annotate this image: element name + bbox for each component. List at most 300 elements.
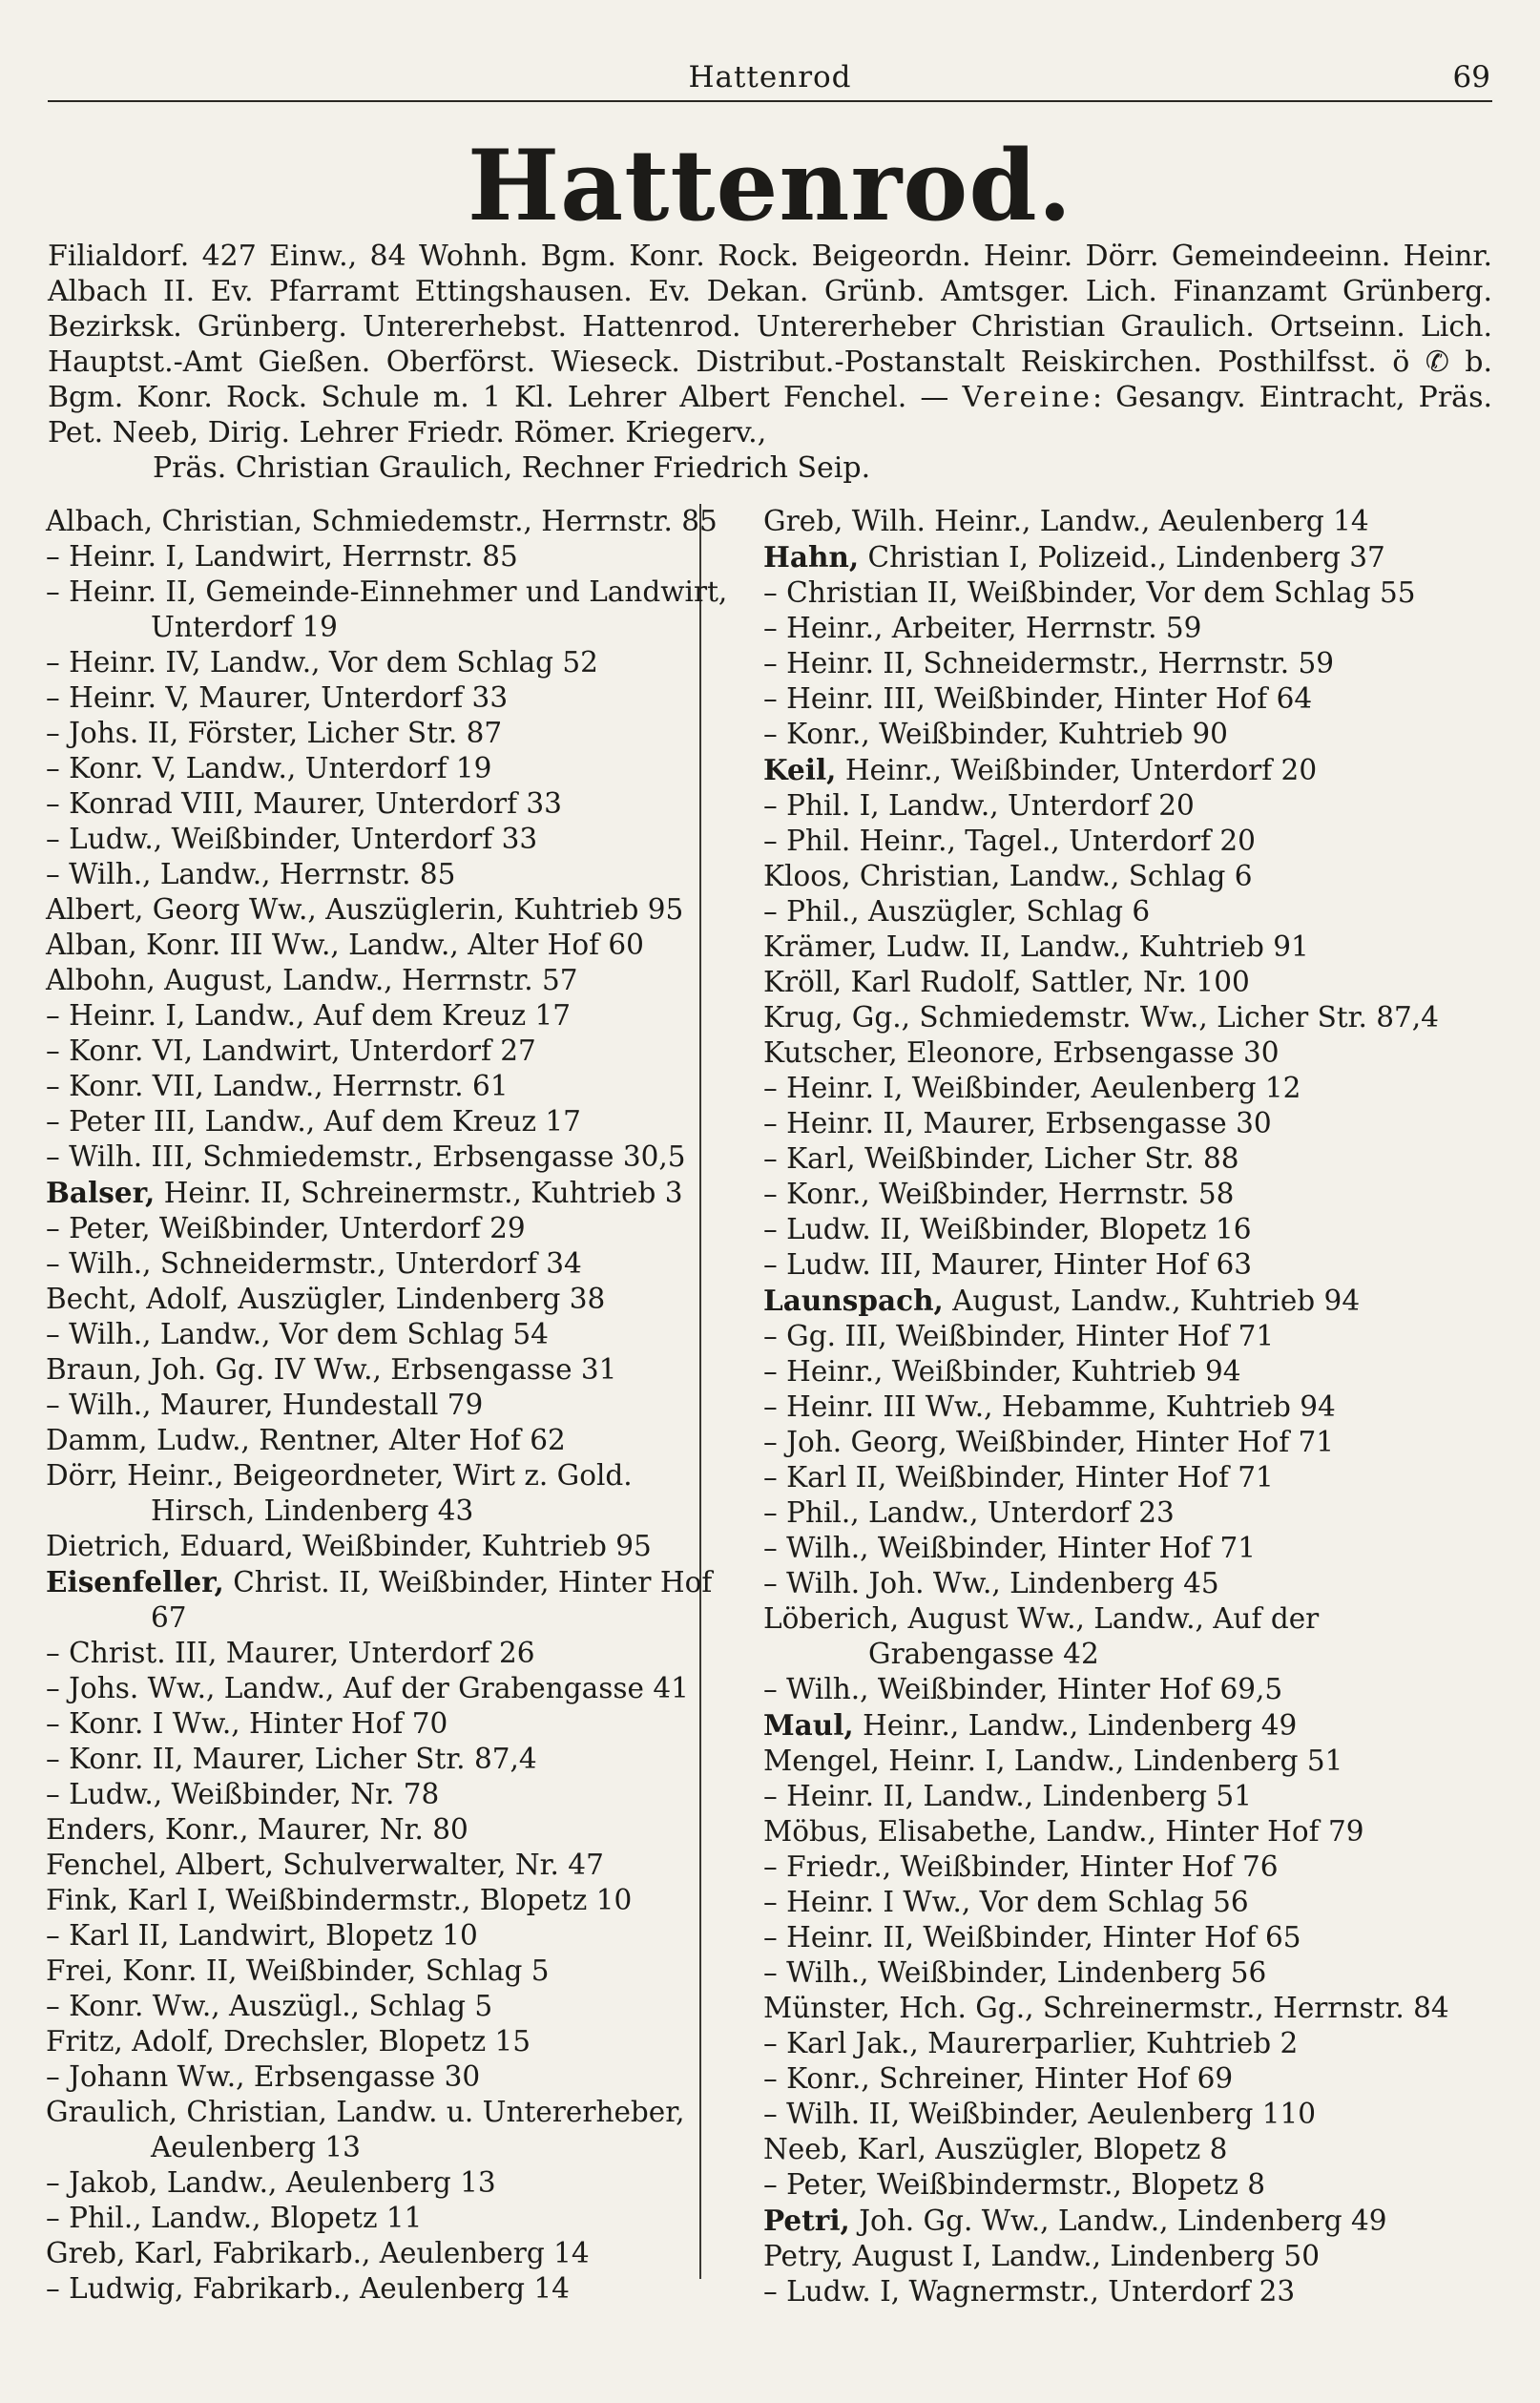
entry-name: –: [763, 2098, 778, 2130]
list-item: [46, 1742, 729, 1777]
list-item: [763, 2132, 1496, 2167]
list-item: [763, 1212, 1496, 1247]
list-item: [763, 1000, 1496, 1035]
entry-details: Wilh., Landw., Vor dem Schlag 54: [59, 1318, 549, 1350]
list-item: [763, 1035, 1496, 1071]
entry-name: Maul,: [763, 1708, 854, 1742]
list-item: [46, 1671, 729, 1706]
entry-details: Konr., Maurer, Nr. 80: [156, 1813, 468, 1846]
list-item: [46, 1529, 729, 1564]
entry-details: Wilh. Joh. Ww., Lindenberg 45: [777, 1567, 1219, 1599]
list-item: [46, 892, 729, 928]
entry-name: –: [763, 1496, 778, 1529]
list-item: [763, 611, 1496, 646]
entry-name: –: [763, 1850, 778, 1883]
entry-details: Wilh. II, Weißbinder, Aeulenberg 110: [777, 2098, 1317, 2130]
entry-name: –: [763, 1426, 778, 1458]
list-item: [763, 1920, 1496, 1955]
list-item: [763, 1247, 1496, 1283]
entry-details: Wilh., Weißbinder, Lindenberg 56: [777, 1956, 1267, 1989]
entry-name: –: [46, 1212, 60, 1244]
intro-vereine-text: : Gesangv. Eintracht, Präs. Pet. Neeb, Dirig. Lehrer Friedr. Römer. Kriegerv.,: [48, 381, 1492, 449]
entry-name: Fenchel,: [46, 1849, 168, 1881]
page-header: [48, 52, 1492, 98]
entry-details: Hch. Gg., Schreinermstr., Herrnstr. 84: [889, 1992, 1449, 2024]
list-item: [46, 2024, 729, 2059]
list-item: [763, 1531, 1496, 1566]
entry-details: Karl, Weißbinder, Licher Str. 88: [777, 1142, 1239, 1175]
entry-name: –: [46, 858, 60, 890]
list-item: [763, 1707, 1496, 1744]
entry-name: –: [46, 1778, 60, 1810]
list-item: [763, 1177, 1496, 1212]
entry-name: Graulich,: [46, 2096, 178, 2128]
entry-name: Fink,: [46, 1884, 119, 1916]
entry-details: Ludw. II, Landw., Kuhtrieb 91: [877, 930, 1309, 963]
entry-name: –: [763, 2062, 778, 2095]
list-item: [46, 928, 729, 963]
list-item: [46, 1104, 729, 1139]
list-item: [763, 1566, 1496, 1601]
entry-name: Albach,: [46, 505, 154, 537]
intro-last-line: Präs. Christian Graulich, Rechner Friedrich Seip.: [153, 451, 871, 485]
entry-details: Heinr. II, Maurer, Erbsengasse 30: [777, 1107, 1272, 1139]
entry-name: –: [46, 575, 60, 608]
list-item: [46, 998, 729, 1034]
entry-name: Balser,: [46, 1176, 156, 1209]
list-item: [763, 965, 1496, 1000]
entry-name: Keil,: [763, 753, 837, 786]
list-item: [763, 1283, 1496, 1319]
entry-details: Heinr., Beigeordneter, Wirt z. Gold. Hirsch, Lindenberg 43: [117, 1459, 633, 1527]
entry-name: Möbus,: [763, 1815, 869, 1848]
entry-details: Wilh. Heinr., Landw., Aeulenberg 14: [843, 505, 1369, 537]
entry-details: Phil. I, Landw., Unterdorf 20: [777, 789, 1195, 822]
entry-name: Eisenfeller,: [46, 1565, 224, 1599]
list-item: [46, 539, 729, 575]
right-column: [763, 504, 1496, 2309]
entry-details: Heinr. I, Weißbinder, Aeulenberg 12: [777, 1072, 1301, 1104]
intro-vereine-label: Vereine: [962, 381, 1093, 414]
list-item: [763, 824, 1496, 859]
entry-name: –: [46, 1919, 60, 1952]
entry-details: Friedr., Weißbinder, Hinter Hof 76: [777, 1850, 1279, 1883]
list-item: [763, 1354, 1496, 1390]
entry-name: Greb,: [763, 505, 843, 537]
list-item: [46, 1246, 729, 1282]
list-item: [763, 2274, 1496, 2309]
list-item: [46, 680, 729, 716]
entry-details: Heinr., Weißbinder, Unterdorf 20: [836, 754, 1318, 786]
entry-name: –: [46, 752, 60, 784]
entry-name: Frei,: [46, 1954, 114, 1987]
list-item: [763, 2097, 1496, 2132]
entry-name: Alban,: [46, 929, 137, 961]
list-item: [763, 1991, 1496, 2026]
entry-name: –: [46, 999, 60, 1032]
list-item: [46, 2059, 729, 2095]
list-item: [46, 1564, 729, 1636]
list-item: [763, 681, 1496, 717]
entry-name: –: [763, 895, 778, 928]
entry-name: –: [46, 1637, 60, 1669]
entry-name: –: [763, 682, 778, 715]
entry-details: Konr., Weißbinder, Herrnstr. 58: [777, 1178, 1235, 1210]
list-item: [46, 1883, 729, 1918]
entry-name: –: [763, 1532, 778, 1564]
list-item: [763, 930, 1496, 965]
entry-details: Christ. II, Weißbinder, Hinter Hof 67: [151, 1566, 713, 1634]
entry-details: Joh. Gg. IV Ww., Erbsengasse 31: [141, 1353, 617, 1386]
entry-details: Konr. VII, Landw., Herrnstr. 61: [59, 1070, 509, 1102]
entry-name: –: [763, 825, 778, 857]
entry-details: Christ. III, Maurer, Unterdorf 26: [59, 1637, 535, 1669]
entry-name: –: [763, 647, 778, 679]
entry-name: –: [763, 612, 778, 644]
entry-name: –: [46, 1247, 60, 1280]
entry-details: Peter III, Landw., Auf dem Kreuz 17: [59, 1105, 581, 1138]
entry-details: Phil., Auszügler, Schlag 6: [777, 895, 1151, 928]
entry-name: –: [46, 646, 60, 679]
list-item: [763, 1495, 1496, 1531]
entry-details: Konr. Ww., Auszügl., Schlag 5: [59, 1990, 493, 2022]
entry-name: Petri,: [763, 2204, 850, 2237]
entry-name: –: [46, 1105, 60, 1138]
entry-name: –: [763, 1921, 778, 1954]
list-item: [763, 2239, 1496, 2274]
entry-name: –: [46, 823, 60, 855]
list-item: [46, 751, 729, 786]
entry-name: –: [763, 1107, 778, 1139]
entry-name: –: [46, 787, 60, 820]
list-item: [763, 1601, 1496, 1672]
entry-name: –: [46, 2166, 60, 2199]
list-item: [46, 2271, 729, 2307]
entry-name: –: [763, 1886, 778, 1918]
entry-name: –: [763, 789, 778, 822]
entry-details: Konr. VI, Landwirt, Unterdorf 27: [59, 1034, 536, 1067]
entry-details: Heinr. II, Schneidermstr., Herrnstr. 59: [777, 647, 1334, 679]
entry-details: Karl Jak., Maurerparlier, Kuhtrieb 2: [777, 2027, 1299, 2059]
entry-name: –: [46, 1070, 60, 1102]
entry-details: Karl I, Weißbindermstr., Blopetz 10: [118, 1884, 633, 1916]
entry-name: Hahn,: [763, 540, 860, 574]
entry-name: Dörr,: [46, 1459, 118, 1492]
list-item: [46, 1848, 729, 1883]
list-item: [46, 645, 729, 680]
left-column: [46, 504, 729, 2307]
list-item: [46, 1777, 729, 1812]
entry-name: –: [46, 2060, 60, 2093]
entry-details: Joh. Georg, Weißbinder, Hinter Hof 71: [777, 1426, 1335, 1458]
entry-details: Christian, Schmiedemstr., Herrnstr. 85: [153, 505, 718, 537]
entry-details: Eduard, Weißbinder, Kuhtrieb 95: [170, 1530, 652, 1562]
entry-details: Konr. I Ww., Hinter Hof 70: [59, 1707, 448, 1740]
entry-details: Wilh., Maurer, Hundestall 79: [59, 1389, 484, 1421]
list-item: [763, 2026, 1496, 2061]
entry-details: Konrad VIII, Maurer, Unterdorf 33: [59, 787, 562, 820]
entry-details: Karl, Fabrikarb., Aeulenberg 14: [125, 2237, 590, 2269]
entry-details: Ludw., Rentner, Alter Hof 62: [147, 1424, 566, 1456]
list-item: [46, 716, 729, 751]
list-item: [763, 1814, 1496, 1849]
entry-name: Krämer,: [763, 930, 878, 963]
entry-name: Kutscher,: [763, 1036, 898, 1069]
entry-details: Heinr. I, Landwirt, Herrnstr. 85: [59, 540, 518, 573]
entry-details: Georg Ww., Auszüglerin, Kuhtrieb 95: [143, 893, 684, 926]
entry-name: –: [763, 718, 778, 750]
entry-details: Konr. V, Landw., Unterdorf 19: [59, 752, 492, 784]
entry-details: August I, Landw., Lindenberg 50: [843, 2240, 1320, 2272]
entry-details: Albert, Schulverwalter, Nr. 47: [167, 1849, 604, 1881]
entry-details: Heinr. IV, Landw., Vor dem Schlag 52: [59, 646, 598, 679]
entry-details: Ludw., Weißbinder, Nr. 78: [59, 1778, 440, 1810]
list-item: [46, 1918, 729, 1954]
list-item: [46, 2095, 729, 2165]
list-item: [763, 717, 1496, 752]
entry-details: Christian, Landw. u. Untererheber, Aeulenberg 13: [151, 2096, 685, 2163]
entry-name: –: [763, 1673, 778, 1705]
entry-details: Wilh. III, Schmiedemstr., Erbsengasse 30,5: [59, 1140, 686, 1173]
entry-details: Johs. Ww., Landw., Auf der Grabengasse 41: [59, 1672, 689, 1704]
list-item: [46, 1954, 729, 1989]
list-item: [46, 1282, 729, 1317]
entry-name: –: [763, 1248, 778, 1281]
entry-name: –: [46, 1140, 60, 1173]
list-item: [46, 1034, 729, 1069]
list-item: [763, 1071, 1496, 1106]
entry-name: –: [763, 2275, 778, 2308]
entry-details: Heinr. I, Landw., Auf dem Kreuz 17: [59, 999, 572, 1032]
entry-details: Phil., Landw., Blopetz 11: [59, 2202, 423, 2234]
entry-name: –: [46, 2202, 60, 2234]
list-item: [46, 575, 729, 645]
entry-details: Adolf, Auszügler, Lindenberg 38: [136, 1283, 606, 1315]
entry-details: August Ww., Landw., Auf der Grabengasse 42: [868, 1602, 1320, 1670]
entry-name: –: [46, 1318, 60, 1350]
list-item: [763, 1390, 1496, 1425]
list-item: [46, 1352, 729, 1388]
entry-name: Münster,: [763, 1992, 890, 2024]
list-item: [46, 786, 729, 822]
entry-details: Konr., Schreiner, Hinter Hof 69: [777, 2062, 1234, 2095]
entry-name: –: [46, 1389, 60, 1421]
list-item: [46, 1175, 729, 1211]
list-item: [46, 2201, 729, 2236]
entry-details: Christian II, Weißbinder, Vor dem Schlag 55: [777, 576, 1416, 609]
list-item: [763, 752, 1496, 788]
entry-name: –: [46, 1672, 60, 1704]
entry-details: Heinr., Arbeiter, Herrnstr. 59: [777, 612, 1202, 644]
list-item: [763, 1319, 1496, 1354]
entry-details: Eleonore, Erbsengasse 30: [897, 1036, 1280, 1069]
entry-details: Christian, Landw., Schlag 6: [850, 860, 1253, 892]
entry-name: –: [46, 1743, 60, 1775]
list-item: [763, 1849, 1496, 1885]
list-item: [763, 788, 1496, 824]
list-item: [763, 1779, 1496, 1814]
entry-name: Mengel,: [763, 1745, 880, 1777]
entry-name: –: [763, 1390, 778, 1423]
entry-details: Peter, Weißbinder, Unterdorf 29: [59, 1212, 526, 1244]
list-item: [763, 859, 1496, 894]
list-item: [763, 2061, 1496, 2097]
entry-details: Phil. Heinr., Tagel., Unterdorf 20: [777, 825, 1256, 857]
entry-details: Heinr. II, Landw., Lindenberg 51: [777, 1780, 1252, 1812]
entry-details: Konr. II, Maurer, Licher Str. 87,4: [59, 1743, 537, 1775]
entry-name: –: [763, 1072, 778, 1104]
entry-name: –: [763, 1320, 778, 1352]
list-item: [46, 1812, 729, 1848]
list-item: [763, 1460, 1496, 1495]
entry-details: Karl, Auszügler, Blopetz 8: [848, 2133, 1228, 2165]
entry-name: Neeb,: [763, 2133, 848, 2165]
list-item: [763, 1141, 1496, 1177]
entry-name: –: [763, 1142, 778, 1175]
list-item: [46, 963, 729, 998]
entry-details: Konr., Weißbinder, Kuhtrieb 90: [777, 718, 1228, 750]
running-title: Hattenrod: [688, 60, 852, 94]
entry-name: Enders,: [46, 1813, 156, 1846]
entry-details: Ludw. II, Weißbinder, Blopetz 16: [777, 1213, 1252, 1245]
list-item: [763, 1955, 1496, 1991]
entry-details: Konr. III Ww., Landw., Alter Hof 60: [136, 929, 644, 961]
entry-name: Kröll,: [763, 966, 843, 998]
entry-details: Karl II, Weißbinder, Hinter Hof 71: [777, 1461, 1274, 1494]
entry-name: Fritz,: [46, 2025, 123, 2058]
list-item: [763, 646, 1496, 681]
entry-name: Braun,: [46, 1353, 142, 1386]
entry-name: –: [763, 576, 778, 609]
entry-name: Albert,: [46, 893, 144, 926]
list-item: [46, 1989, 729, 2024]
page-number: 69: [1452, 60, 1490, 94]
list-item: [763, 1672, 1496, 1707]
entry-name: Dietrich,: [46, 1530, 171, 1562]
list-item: [763, 504, 1496, 539]
list-item: [46, 504, 729, 539]
list-item: [46, 2236, 729, 2271]
entry-details: Elisabethe, Landw., Hinter Hof 79: [868, 1815, 1364, 1848]
entry-details: Ludw. I, Wagnermstr., Unterdorf 23: [777, 2275, 1296, 2308]
entry-name: –: [46, 717, 60, 749]
entry-name: –: [763, 2168, 778, 2201]
list-item: [46, 1317, 729, 1352]
list-item: [46, 1139, 729, 1175]
list-item: [46, 1069, 729, 1104]
list-item: [46, 822, 729, 857]
entry-details: Heinr. III, Weißbinder, Hinter Hof 64: [777, 682, 1313, 715]
entry-details: Heinr. II, Weißbinder, Hinter Hof 65: [777, 1921, 1301, 1954]
entry-details: Jakob, Landw., Aeulenberg 13: [59, 2166, 496, 2199]
entry-name: –: [763, 1355, 778, 1388]
entry-details: Wilh., Weißbinder, Hinter Hof 71: [777, 1532, 1256, 1564]
entry-details: Phil., Landw., Unterdorf 23: [777, 1496, 1175, 1529]
entry-details: Ludw., Weißbinder, Unterdorf 33: [59, 823, 538, 855]
entry-details: Heinr. V, Maurer, Unterdorf 33: [59, 681, 509, 714]
entry-details: Ludwig, Fabrikarb., Aeulenberg 14: [59, 2272, 570, 2305]
entry-details: Johann Ww., Erbsengasse 30: [59, 2060, 481, 2093]
entry-details: Heinr., Landw., Lindenberg 49: [853, 1709, 1298, 1742]
entry-name: –: [763, 1461, 778, 1494]
list-item: [46, 2165, 729, 2201]
entry-details: Wilh., Landw., Herrnstr. 85: [59, 858, 456, 890]
entry-name: Petry,: [763, 2240, 844, 2272]
entry-name: Becht,: [46, 1283, 137, 1315]
list-item: [763, 1744, 1496, 1779]
entry-details: Joh. Gg. Ww., Landw., Lindenberg 49: [849, 2204, 1387, 2237]
intro-text: Filialdorf. 427 Einw., 84 Wohnh. Bgm. Konr. Rock. Beigeordn. Heinr. Dörr. Gemeindeeinn. Heinr. Albach II. Ev. Pfarramt Ettingshausen. Ev. Dekan. Grünb. Amtsger. Lich. Finanzamt Grünberg. Bezirksk. Grünberg. Untererhebst. Hattenrod. Untererheber Christian Graulich. Ortseinn. Lich. Hauptst.-Amt Gießen. Oberförst. Wieseck. Distribut.-Postanstalt Reiskirchen. Posthilfsst. ö ✆ b. Bgm. Konr. Rock. Schule m. 1 Kl. Lehrer Albert Fenchel. —: [48, 240, 1492, 414]
entry-details: Adolf, Drechsler, Blopetz 15: [122, 2025, 531, 2058]
entry-name: –: [46, 540, 60, 573]
list-item: [46, 1211, 729, 1246]
entry-name: Launspach,: [763, 1284, 944, 1317]
entry-details: Johs. II, Förster, Licher Str. 87: [59, 717, 503, 749]
entry-name: –: [763, 2027, 778, 2059]
entry-name: –: [46, 1990, 60, 2022]
entry-details: Ludw. III, Maurer, Hinter Hof 63: [777, 1248, 1253, 1281]
entry-details: Peter, Weißbindermstr., Blopetz 8: [777, 2168, 1266, 2201]
list-item: [46, 1423, 729, 1458]
entry-name: –: [763, 1780, 778, 1812]
list-item: [46, 857, 729, 892]
list-item: [763, 2203, 1496, 2239]
entry-name: Krug,: [763, 1001, 843, 1034]
entry-details: Karl II, Landwirt, Blopetz 10: [59, 1919, 478, 1952]
entry-details: Heinr. III Ww., Hebamme, Kuhtrieb 94: [777, 1390, 1336, 1423]
list-item: [46, 1388, 729, 1423]
page-title: Hattenrod.: [467, 129, 1073, 243]
entry-details: August, Landw., Herrnstr. 57: [155, 964, 578, 996]
intro-paragraph: [48, 239, 1492, 486]
entry-name: Kloos,: [763, 860, 851, 892]
entry-details: Karl Rudolf, Sattler, Nr. 100: [842, 966, 1250, 998]
header-rule: [48, 100, 1492, 102]
entry-name: –: [763, 1956, 778, 1989]
entry-name: –: [46, 1707, 60, 1740]
entry-name: Greb,: [46, 2237, 126, 2269]
entry-details: Heinr., Weißbinder, Kuhtrieb 94: [777, 1355, 1241, 1388]
entry-name: –: [46, 2272, 60, 2305]
list-item: [763, 1885, 1496, 1920]
entry-name: –: [763, 1178, 778, 1210]
entry-name: –: [763, 1213, 778, 1245]
list-item: [763, 1425, 1496, 1460]
entry-details: August, Landw., Kuhtrieb 94: [943, 1285, 1361, 1317]
entry-details: Heinr. II, Schreinermstr., Kuhtrieb 3: [155, 1177, 683, 1209]
list-item: [763, 1106, 1496, 1141]
entry-name: Damm,: [46, 1424, 148, 1456]
entry-name: –: [763, 1567, 778, 1599]
entry-details: Heinr. II, Gemeinde-Einnehmer und Landwirt, Unterdorf 19: [59, 575, 728, 643]
list-item: [46, 1458, 729, 1529]
list-item: [763, 575, 1496, 611]
entry-details: Konr. II, Weißbinder, Schlag 5: [113, 1954, 550, 1987]
entry-details: Heinr. I Ww., Vor dem Schlag 56: [777, 1886, 1249, 1918]
entry-name: Löberich,: [763, 1602, 900, 1635]
list-item: [763, 539, 1496, 575]
entry-details: Gg., Schmiedemstr. Ww., Licher Str. 87,4: [843, 1001, 1439, 1034]
list-item: [46, 1636, 729, 1671]
list-item: [46, 1706, 729, 1742]
entry-details: Wilh., Schneidermstr., Unterdorf 34: [59, 1247, 582, 1280]
entry-details: Wilh., Weißbinder, Hinter Hof 69,5: [777, 1673, 1283, 1705]
entry-details: Heinr. I, Landw., Lindenberg 51: [879, 1745, 1343, 1777]
entry-name: Albohn,: [46, 964, 156, 996]
entry-details: Christian I, Polizeid., Lindenberg 37: [859, 541, 1385, 574]
list-item: [763, 894, 1496, 930]
entry-name: –: [46, 681, 60, 714]
